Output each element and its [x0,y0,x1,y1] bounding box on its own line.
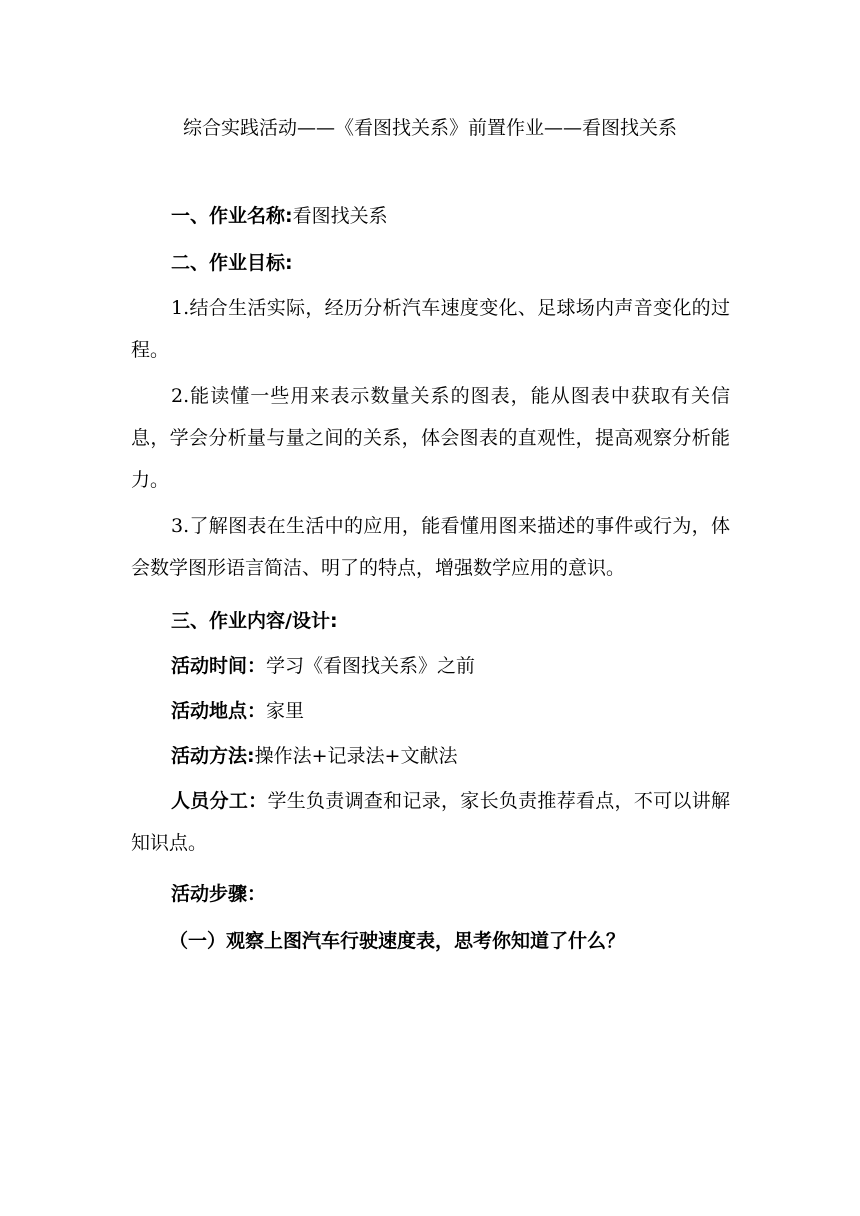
goal-item-1: 1.结合生活实际，经历分析汽车速度变化、足球场内声音变化的过程。 [131,297,730,361]
assignment-name-value: 看图找关系 [292,205,388,227]
roles [131,780,730,864]
activity-time [131,645,730,687]
activity-method-label: 活动方法: [171,745,255,767]
activity-method-value: 操作法+记录法+文献法 [254,745,458,767]
goal-item-3: 3.了解图表在生活中的应用，能看懂用图来描述的事件或行为，体会数学图形语言简洁、明了的特点，增强数学应用的意识。 [131,515,730,579]
activity-place [131,690,730,732]
roles-value: 学生负责调查和记录，家长负责推荐看点，不可以讲解知识点。 [131,790,730,854]
activity-place-value: 家里 [266,700,305,722]
activity-time-value: 学习《看图找关系》之前 [266,655,476,677]
activity-method [131,735,730,777]
section-heading-goals: 二、作业目标: [171,252,293,274]
document-title: 综合实践活动——《看图找关系》前置作业——看图找关系 [182,117,677,139]
step-1-question: （一）观察上图汽车行驶速度表，思考你知道了什么？ [169,930,626,952]
section-heading-assignment-name: 一、作业名称: [171,205,293,227]
activity-time-label: 活动时间： [171,655,267,677]
section-heading-content-design: 三、作业内容/设计: [171,610,338,632]
section-assignment-name [131,195,730,237]
activity-steps-heading: 活动步骤： [171,883,267,905]
activity-place-label: 活动地点： [171,700,267,722]
roles-label: 人员分工： [171,790,268,812]
goal-item-2: 2.能读懂一些用来表示数量关系的图表，能从图表中获取有关信息，学会分析量与量之间的关系，体会图表的直观性，提高观察分析能力。 [131,385,730,491]
